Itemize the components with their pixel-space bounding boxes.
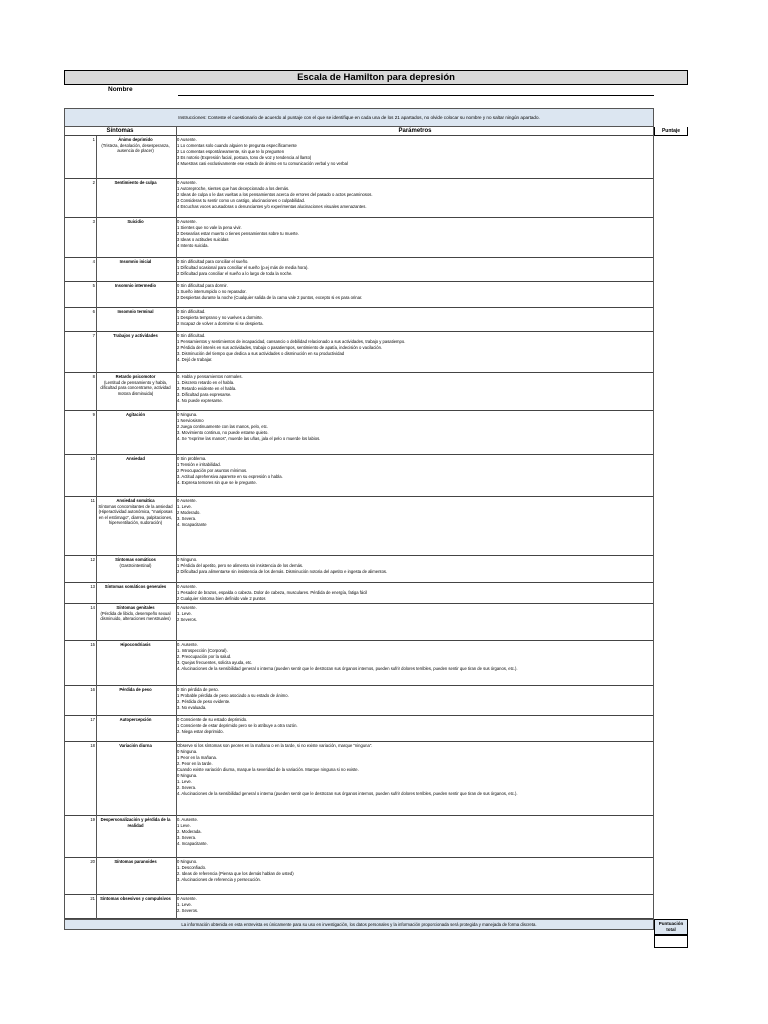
table-row [64, 895, 654, 919]
parameter-option: 1 Dificultad ocasional para conciliar el sueño (p.ej más de media hora). [177, 264, 309, 270]
table-row [64, 716, 654, 742]
row-number: 17 [90, 717, 95, 722]
parameter-option: 1 Consciente de estar deprimido pero se lo atribuye a otra razón. [177, 722, 298, 728]
table-left-border [64, 108, 65, 919]
parameters-cell [177, 219, 653, 249]
parameters-cell [177, 642, 653, 672]
symptom-name: Ansiedad [126, 456, 145, 461]
page-title: Escala de Hamilton para depresión [64, 70, 688, 85]
table-row [64, 604, 654, 641]
parameter-option: 1 Probable pérdida de peso asociado a su estado de ánimo. [177, 692, 289, 698]
table-row [64, 411, 654, 455]
parameter-option: 2. Peor en la tarde. [177, 760, 213, 766]
parameter-option: Observe si los síntomas son peores en la mañana o en la tarde, si no existe variación, marque "ninguna". [177, 743, 373, 748]
parameter-option: 4. Alucinaciones de la sensibilidad general o interna (pueden sentir que le destrozan sus órganos internos, pueden sufrir dolores terribles, pueden sentir que tiran de sus órganos, etc.). [177, 790, 518, 796]
parameter-option: 3 Consideras tu sentir como un castigo, alucinaciones o culpabilidad. [177, 197, 306, 203]
parameter-option: 4. Alucinaciones de la sensibilidad general o interna (pueden sentir que le destrozan sus órganos internos, pueden sufrir dolores terribles, pueden sentir que tiran de sus órganos, etc.). [177, 665, 518, 671]
parameters-cell [177, 498, 653, 528]
parameter-option: 3 Es notorio (Expresión facial, postura, tono de voz y tendencia al llanto) [177, 154, 312, 160]
parameter-option: 2 Dificultad para conciliar el sueño a lo largo de toda la noche. [177, 270, 293, 276]
parameter-option: 2. Severa. [177, 784, 197, 790]
parameter-option: 0. Habla y pensamientos normales. [177, 374, 243, 379]
parameter-option: 2 Severos. [177, 616, 198, 622]
symptom-name: Ánimo deprimido [118, 137, 153, 142]
table-row [64, 258, 654, 282]
row-number: 3 [92, 219, 95, 224]
table-row [64, 455, 654, 497]
table-row [64, 497, 654, 556]
row-number: 14 [90, 605, 95, 610]
table-row [64, 179, 654, 218]
parameter-option: 0 Ausente. [177, 584, 197, 589]
parameter-option: 2 Desearías estar muerto o tienes pensamientos sobre tu muerte. [177, 230, 299, 236]
symptom-cell [96, 283, 175, 289]
parameter-option: 0 Ausente. [177, 605, 197, 610]
parameter-option: 4 Intento suicida. [177, 242, 209, 248]
parameter-option: 2 Pérdida del interés en sus actividades, trabajo o pasatiempos, sentimiento de apatía, indecisión o vacilación. [177, 344, 383, 350]
symptom-detail: (Pérdida de libido, desempeño sexual disminuido, alteraciones menstruales) [100, 610, 171, 622]
parameter-option: 4 Escuchas voces acusadoras o denunciantes y/o experimentas alucinaciones visuales amenazantes. [177, 203, 367, 209]
parameter-option: 2. Pérdida de peso evidente. [177, 698, 231, 704]
parameters-cell [177, 817, 653, 847]
parameter-option: 1. Leve. [177, 778, 192, 784]
row-number: 16 [90, 687, 95, 692]
table-row [64, 742, 654, 816]
row-number: 13 [90, 584, 95, 589]
parameter-option: 1 Leve. [177, 822, 191, 828]
symptom-name: Retardo psicomotor [115, 374, 156, 379]
parameter-option: 0 Ninguno. [177, 557, 198, 562]
symptom-cell [96, 180, 175, 186]
symptom-name: Síntomas somáticos [115, 557, 156, 562]
symptom-cell [96, 605, 175, 622]
parameter-option: 0 Ninguna. [177, 412, 198, 417]
parameter-option: 0 Ninguno. [177, 859, 198, 864]
instructions-banner: Instrucciones: Conteste el cuestionario de acuerdo al puntaje con el que se identifique en cada una de los 21 apartados, no olvide colocar su nombre y no saltar ningún apartado. [64, 108, 654, 127]
parameter-option: 0. Ausente. [177, 642, 198, 647]
symptom-name: Agitación [125, 412, 146, 417]
table-row [64, 308, 654, 332]
parameters-cell [177, 557, 653, 575]
parameter-option: 0 Ausente. [177, 137, 197, 142]
parameter-option: 1 Pérdida del apetito, pero se alimenta sin insistencia de los demás. [177, 562, 304, 568]
parameter-option: 1 Autoreproche, sientes que has decepcionado a los demás. [177, 185, 290, 191]
parameters-cell [177, 137, 653, 167]
symptom-name: Despersonalización y pérdida de la realidad [100, 817, 171, 828]
table-row [64, 218, 654, 258]
table-row [64, 686, 654, 716]
parameter-option: 4. Incapacitante [177, 521, 207, 527]
row-number: 1 [92, 137, 95, 142]
parameter-option: 0 Consciente de su estado deprimido. [177, 717, 248, 722]
header-parametros: Parámetros [398, 128, 432, 134]
symptom-name: Síntomas genitales [116, 605, 155, 610]
symptom-cell [96, 687, 175, 693]
symptom-name: Trabajos y actividades [113, 333, 158, 338]
parameter-option: 2. Preocupación por la salud. [177, 653, 232, 659]
symptom-name: Hipocondriasis [120, 642, 151, 647]
parameter-option: 2 Juega continuamente con las manos, pelo, etc. [177, 423, 269, 429]
symptom-detail: Síntomas concomitantes de la ansiedad (Hiperactividad autonómica, "mariposas en el estómago", diarrea, palpitaciones, hiperventilación, sudoración) [98, 503, 173, 526]
table-row [64, 373, 654, 411]
parameter-option: 0 Ninguna. [177, 748, 198, 754]
symptom-name: Síntomas somáticos generales [104, 584, 167, 589]
row-number: 21 [90, 896, 95, 901]
row-number: 19 [90, 817, 95, 822]
parameter-option: 4 Muestras casi exclusivamente ese estado de ánimo en tu comunicación verbal y no verbal [177, 160, 348, 166]
symptom-cell [96, 557, 175, 568]
header-sintomas: Síntomas [106, 128, 134, 134]
parameter-option: 4. Incapacitante. [177, 840, 208, 846]
parameter-option: 3. Quejas frecuentes, solicita ayuda, etc. [177, 659, 253, 665]
row-number: 5 [92, 283, 95, 288]
parameter-option: 1 Despierta temprano y no vuelves a dormirte. [177, 314, 263, 320]
symptom-cell [96, 412, 175, 418]
symptom-name: Insomnio inicial [119, 259, 152, 264]
symptom-cell [96, 456, 175, 462]
symptom-name: Sentimiento de culpa [114, 180, 157, 185]
parameters-cell [177, 687, 653, 711]
symptom-name: Síntomas paranoides [114, 859, 157, 864]
parameter-option: 1 Nerviosismo [177, 417, 204, 423]
parameter-option: 0 Sin dificultad para conciliar el sueño. [177, 259, 249, 264]
parameter-option: 3. Alucinaciones de referencia y persecución. [177, 876, 262, 882]
symptom-name: Autopercepción [119, 717, 152, 722]
parameter-option: 2 Preocupación por asuntos mínimos. [177, 467, 248, 473]
table-row [64, 282, 654, 308]
symptom-cell [96, 642, 175, 648]
parameter-option: 1 Peor en la mañana. [177, 754, 218, 760]
parameter-option: Cuando existe variación diurna, marque la severidad de la variación. Marque ninguna si no existe. [177, 766, 359, 772]
parameter-option: 4. Expresa temores sin que se le pregunte. [177, 479, 257, 485]
privacy-footer: La información obtenida en esta entrevista es únicamente para su uso en investigación, los datos personales y la información proporcionada será protegida y manejada de forma discreta. [64, 919, 654, 930]
row-number: 15 [90, 642, 95, 647]
symptom-cell [96, 859, 175, 865]
parameter-option: 2 Lo comentas espontáneamente, sin que te lo pregunten [177, 148, 285, 154]
parameters-cell [177, 283, 653, 301]
parameter-option: 1. Introspección (Corporal). [177, 647, 228, 653]
parameter-option: 2. Ideas de referencia (Piensa que los demás hablan de usted) [177, 870, 294, 876]
name-label: Nombre [108, 86, 133, 93]
symptom-cell [96, 896, 175, 902]
parameter-option: 0 Ausente. [177, 180, 197, 185]
symptom-name: Variación diurna [119, 743, 152, 748]
name-field[interactable] [178, 95, 654, 96]
parameter-option: 0. Ausente. [177, 817, 198, 822]
symptom-cell [96, 333, 175, 339]
parameter-option: 1 Tensión e irritabilidad. [177, 461, 221, 467]
symptom-cell [96, 498, 175, 526]
row-number: 12 [90, 557, 95, 562]
column-divider [96, 136, 97, 919]
parameter-option: 2. Moderada. [177, 828, 202, 834]
parameter-option: 1. Discreto retardo en el habla. [177, 379, 235, 385]
parameter-option: 2 Dificultad para alimentarse sin insistencia de los demás. Disminución notoria del apetito e ingesta de alimentos. [177, 568, 388, 574]
symptom-cell [96, 817, 175, 828]
parameter-option: 0 Ausente. [177, 219, 197, 224]
parameter-option: 4. No puede expresarse. [177, 397, 223, 403]
total-score-field[interactable] [654, 935, 688, 948]
parameter-option: 1 Pensamientos y sentimientos de incapacidad, cansancio o debilidad relacionado a sus actividades, trabajo y pasatiempo. [177, 338, 406, 344]
parameters-cell [177, 743, 653, 797]
symptom-detail: (Lentitud de pensamiento y habla, dificultad para concentrarse, actividad motora disminuida) [100, 379, 171, 396]
symptom-name: Pérdida de peso [119, 687, 152, 692]
symptom-cell [96, 584, 175, 590]
parameter-option: 3. Severa. [177, 834, 197, 840]
table-row [64, 556, 654, 583]
parameters-cell [177, 180, 653, 210]
symptom-cell [96, 259, 175, 265]
parameter-option: 2 Cualquier síntoma bien definido vale 2 puntos [177, 595, 266, 601]
parameter-option: 0 Ausente. [177, 896, 197, 901]
table-row [64, 332, 654, 373]
parameter-option: 1. Leve. [177, 610, 192, 616]
parameters-cell [177, 584, 653, 602]
row-number: 20 [90, 859, 95, 864]
row-number: 10 [90, 456, 95, 461]
symptom-detail: (Tristeza, desolación, desesperanza, ausencia de placer) [101, 142, 170, 154]
parameter-option: 2 Moderado. [177, 509, 201, 515]
row-number: 18 [90, 743, 95, 748]
table-row [64, 583, 654, 604]
parameters-cell [177, 412, 653, 442]
parameter-option: 2. Severos. [177, 907, 199, 913]
column-divider [176, 127, 177, 919]
parameter-option: 3. Severa. [177, 515, 197, 521]
symptom-name: Síntomas obsesivos y compulsivos [100, 896, 171, 901]
parameters-cell [177, 309, 653, 327]
table-row [64, 816, 654, 858]
symptom-name: Ansiedad somática [116, 498, 155, 503]
parameter-option: 2 Incapaz de volver a dormirse si se despierta. [177, 320, 264, 326]
parameter-option: 1 Pesadez de brazos, espalda o cabeza. Dolor de cabeza, musculares. Pérdida de energía, fatiga fácil [177, 589, 368, 595]
parameters-cell [177, 259, 653, 277]
table-row [64, 136, 654, 179]
parameter-option: 0 Sin pérdida de peso. [177, 687, 219, 692]
symptom-detail: (Gastrointestinal) [119, 562, 152, 568]
row-number: 2 [92, 180, 95, 185]
parameter-option: 0 Ausente. [177, 498, 197, 503]
symptom-cell [96, 717, 175, 723]
symptom-cell [96, 743, 175, 749]
parameter-option: 2. Niega estar deprimido. [177, 728, 224, 734]
parameters-cell [177, 456, 653, 486]
parameter-option: 4. Se "exprime las manos", muerde las uñas, jala el pelo o muerde los labios. [177, 435, 321, 441]
row-number: 4 [92, 259, 95, 264]
parameter-option: 4. Dejó de trabajar. [177, 356, 213, 362]
symptom-name: Suicidio [127, 219, 144, 224]
table-row [64, 641, 654, 686]
symptom-cell [96, 219, 175, 225]
table-row [64, 858, 654, 895]
parameter-option: 1 Sientes que no vale la pena vivir. [177, 224, 242, 230]
parameter-option: 3. Disminución del tiempo que dedica a sus actividades o disminución en su productividad [177, 350, 345, 356]
parameter-option: 1 Lo comentas solo cuando alguien te pregunta específicamente [177, 142, 297, 148]
parameters-cell [177, 859, 653, 883]
parameter-option: 2. Retardo evidente en el habla. [177, 385, 237, 391]
parameter-option: 3. Movimiento continuo, no puede estarse quieto. [177, 429, 269, 435]
parameter-option: 1. Leve. [177, 901, 192, 907]
parameter-option: 1 Sueño interrumpido o no reparador. [177, 288, 247, 294]
symptom-cell [96, 374, 175, 396]
parameter-option: 1. Desconfiado. [177, 864, 207, 870]
row-number: 11 [90, 498, 95, 503]
symptom-name: Insomnio intermedio [114, 283, 157, 288]
parameters-cell [177, 605, 653, 623]
symptom-cell [96, 309, 175, 315]
parameter-option: 3. Actitud aprehensiva aparente en su expresión o habla. [177, 473, 283, 479]
row-number: 8 [92, 374, 95, 379]
parameter-option: 3 Ideas o actitudes suicidas [177, 236, 229, 242]
parameter-option: 3. No evaluada. [177, 704, 207, 710]
table-right-border [653, 108, 654, 919]
symptom-cell [96, 137, 175, 154]
parameters-cell [177, 333, 653, 363]
parameter-option: 2 Ideas de culpa o le das vueltas a los pensamientos acerca de errores del pasado o actos pecaminosos. [177, 191, 373, 197]
parameter-option: 0 Sin dificultad para dormir. [177, 283, 228, 288]
parameter-option: 0 Sin dificultad. [177, 333, 206, 338]
parameters-cell [177, 717, 653, 735]
parameter-option: 0 Sin dificultad. [177, 309, 206, 314]
parameter-option: 2 Despiertas durante la noche (Cualquier salida de la cama vale 2 puntos, excepto si es para orinar. [177, 294, 363, 300]
parameters-cell [177, 374, 653, 404]
symptom-name: Insomnio terminal [117, 309, 154, 314]
parameter-option: 0 Sin problema. [177, 456, 207, 461]
header-puntaje: Puntaje [654, 127, 688, 136]
parameters-cell [177, 896, 653, 914]
row-number: 9 [92, 412, 95, 417]
parameter-option: 0 Ninguna. [177, 772, 198, 778]
row-number: 7 [92, 333, 95, 338]
row-number: 6 [92, 309, 95, 314]
parameter-option: 3. Dificultad para expresarse. [177, 391, 232, 397]
parameter-option: 1. Leve. [177, 503, 192, 509]
total-score-label: Puntuación total [654, 919, 688, 935]
